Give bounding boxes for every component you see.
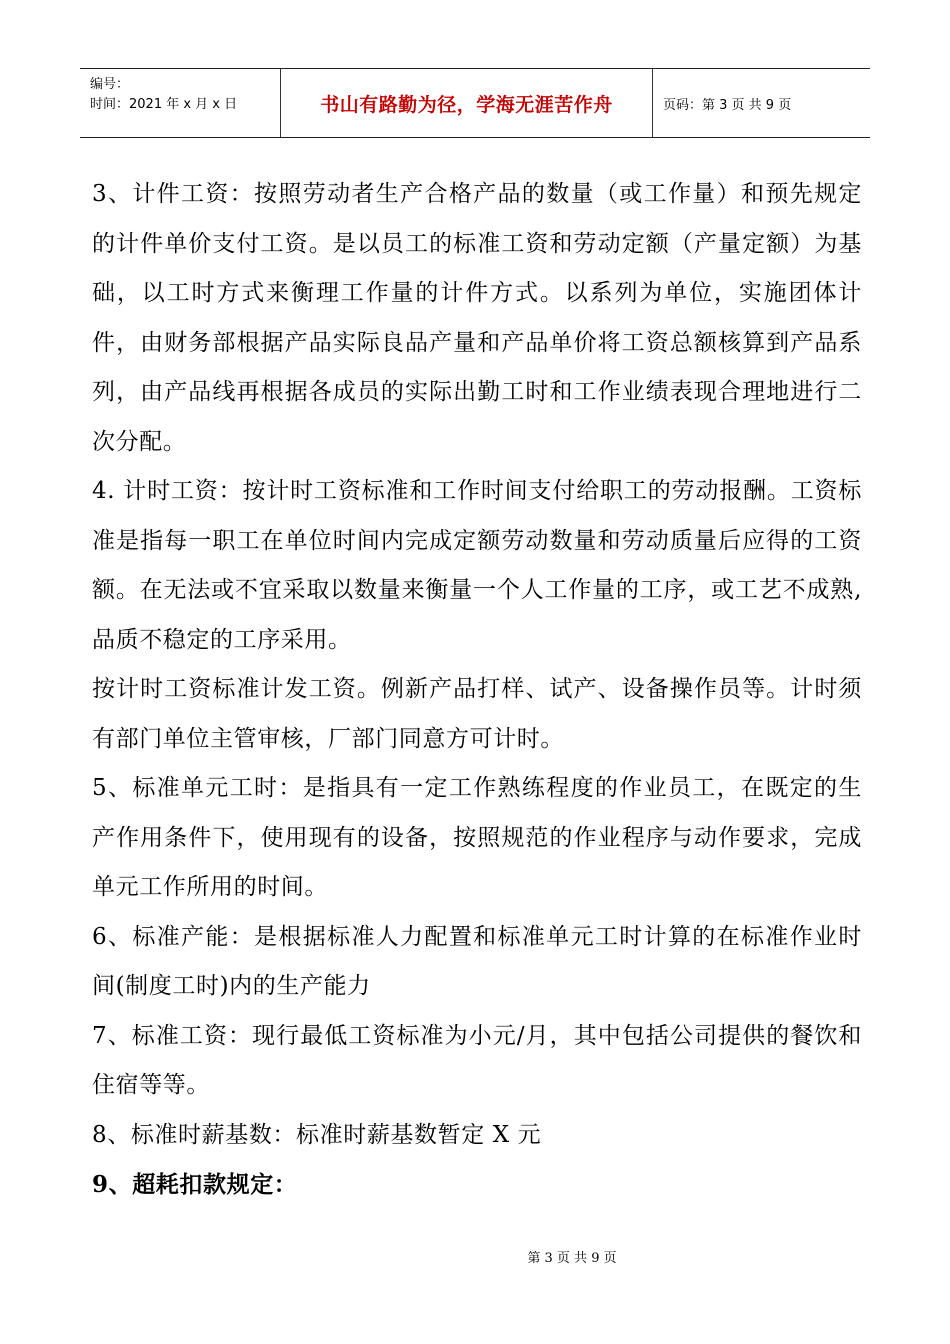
paragraph-time-wage: 4. 计时工资：按计时工资标准和工作时间支付给职工的劳动报酬。工资标准是指每一职工在单位时间内完成定额劳动数量和劳动质量后应得的工资额。在无法或不宜采取以数量来衡量一个人工作量的工序，或工艺不成熟,品质不稳定的工序采用。 — [92, 478, 862, 653]
paragraph-standard-unit-hours: 5、标准单元工时：是指具有一定工作熟练程度的作业员工，在既定的生产作用条件下，使用现有的设备，按照规范的作业程序与动作要求，完成单元工作所用的时间。 — [92, 775, 862, 900]
footer-page-number: 第 3 页 共 9 页 — [527, 1251, 617, 1266]
paragraph-time-wage-examples: 按计时工资标准计发工资。例新产品打样、试产、设备操作员等。计时须有部门单位主管审核，厂部门同意方可计时。 — [92, 676, 862, 752]
paragraph-piece-rate-wage: 3、计件工资：按照劳动者生产合格产品的数量（或工作量）和预先规定的计件单价支付工资。是以员工的标准工资和劳动定额（产量定额）为基础，以工时方式来衡理工作量的计件方式。以系列为单位，实施团体计件，由财务部根据产品实际良品产量和产品单价将工资总额核算到产品系列，由产品线再根据各成员的实际出勤工时和工作业绩表现合理地进行二次分配。 — [92, 181, 862, 455]
page-footer — [0, 1247, 950, 1266]
header-page-number: 页码：第 3 页 共 9 页 — [663, 97, 792, 113]
header-motto: 书山有路勤为径，学海无涯苦作舟 — [320, 93, 613, 116]
header-meta — [80, 69, 281, 137]
paragraph-overconsumption-heading: 9、超耗扣款规定： — [92, 1171, 298, 1198]
document-body — [92, 170, 862, 1210]
paragraph-standard-capacity: 6、标准产能：是根据标准人力配置和标准单元工时计算的在标准作业时间(制度工时)内的生产能力 — [92, 923, 862, 999]
paragraph-standard-wage: 7、标准工资：现行最低工资标准为小元/月，其中包括公司提供的餐饮和住宿等等。 — [92, 1022, 862, 1098]
header-table — [80, 68, 870, 138]
paragraph-standard-hourly-base: 8、标准时薪基数：标准时薪基数暂定 X 元 — [92, 1121, 542, 1148]
header-page-cell — [653, 69, 870, 137]
document-date: 时间：2021 年 x 月 x 日 — [90, 97, 238, 112]
header-motto-cell — [281, 69, 653, 137]
document-number-label: 编号： — [90, 77, 130, 92]
